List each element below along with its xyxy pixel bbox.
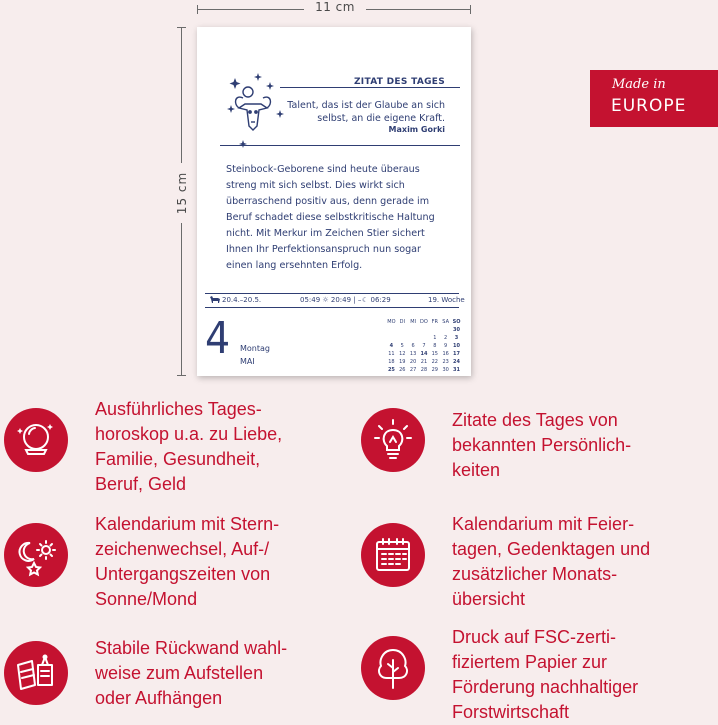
mini-calendar-day: 20: [409, 359, 417, 365]
mini-calendar-day: 12: [399, 351, 406, 357]
mini-calendar-day: 5: [400, 343, 404, 349]
mini-calendar-day: 30: [442, 367, 449, 373]
mini-calendar-day: [408, 326, 419, 334]
moon-sun-star-icon: [4, 523, 68, 587]
mini-calendar-day: 3: [454, 335, 459, 341]
mini-calendar-day: 31: [453, 367, 461, 373]
mini-calendar-row: [386, 366, 462, 374]
width-dimension-label: 11 cm: [304, 0, 366, 14]
mini-calendar-day: 18: [388, 359, 395, 365]
mini-calendar-day: 19: [399, 359, 406, 365]
quote-author: Maxim Gorki: [388, 125, 445, 134]
mini-calendar-day: 1: [433, 335, 437, 341]
feature-calendar-holidays-text: Kalendarium mit Feier- tagen, Gedenktagen und zusätzlicher Monats- übersicht: [452, 514, 651, 609]
mini-calendar-day: [386, 334, 397, 342]
mini-calendar-day: 25: [387, 367, 395, 373]
badge-region: EUROPE: [611, 96, 687, 116]
crystal-ball-icon: [4, 408, 68, 472]
quote-text: Talent, das ist der Glaube an sich selbst, an die eigene Kraft.: [287, 100, 445, 124]
capricorn-ibex-icon: [225, 70, 285, 150]
info-rule-top: [205, 293, 459, 294]
mini-calendar-day: 16: [442, 351, 449, 357]
horoscope-text: Steinbock-Geborene sind heute überaus streng mit sich selbst. Dies wirkt sich überraschend positiv aus, denn gerade im Beruf schadet diese selbstkritische Haltung nicht. Mit Merkur im Zeichen Stier sichert Ihnen Ihr Perfektionsanspruch nun sogar einen lang ersehnten Erfolg.: [226, 164, 435, 271]
lightbulb-icon: [361, 408, 425, 472]
mini-calendar-day: 23: [442, 359, 449, 365]
mini-calendar-head: DO: [420, 319, 428, 325]
mini-calendar-row: [386, 334, 462, 342]
sun-times: 05:49 ☼ 20:49 | –: [300, 296, 362, 304]
mini-calendar-head: DI: [399, 319, 405, 325]
mini-calendar-day: 30: [453, 327, 461, 333]
badge-made-in: Made in: [612, 77, 666, 92]
feature-backboard-text: Stabile Rückwand wahl- weise zum Aufstellen oder Aufhängen: [95, 638, 288, 708]
mini-calendar-day: [386, 326, 397, 334]
info-rule-bottom: [205, 307, 459, 308]
quote-title: ZITAT DES TAGES: [353, 77, 445, 87]
mini-calendar-head: SO: [452, 319, 461, 325]
feature-quotes-text: Zitate des Tages von bekannten Persönlich- keiten: [452, 410, 632, 480]
mini-calendar-day: 29: [431, 367, 438, 373]
mini-calendar-day: 9: [444, 343, 448, 349]
mini-calendar-row: [386, 350, 462, 358]
zodiac-range: 20.4.–20.5.: [222, 296, 262, 304]
mini-calendar-day: 22: [431, 359, 438, 365]
mini-calendar-day: 27: [409, 367, 417, 373]
mini-calendar-day: 24: [453, 359, 461, 365]
feature-calendar-astro-text: Kalendarium mit Stern- zeichenwechsel, Auf-/ Untergangszeiten von Sonne/Mond: [95, 514, 280, 609]
mini-calendar-day: [397, 334, 408, 342]
mini-calendar-header: [386, 318, 462, 326]
mini-calendar-row: [386, 326, 462, 334]
mini-calendar-day: 26: [399, 367, 406, 373]
quote-rule: [280, 87, 460, 88]
feature-fsc-paper-text: Druck auf FSC-zerti- fiziertem Papier zur Förderung nachhaltiger Forstwirtschaft: [452, 627, 639, 722]
weekday-label: Montag: [240, 344, 270, 353]
mini-calendar-row: [386, 342, 462, 350]
calendar-icon: [361, 523, 425, 587]
month-label: MAI: [240, 357, 255, 366]
mini-calendar-day: [440, 326, 451, 334]
mini-calendar-day: 15: [431, 351, 438, 357]
day-number: 4: [205, 313, 231, 364]
backboard-icon: [4, 641, 68, 705]
mini-calendar-day: [397, 326, 408, 334]
mini-calendar-day: 21: [420, 359, 428, 365]
week-number: 19. Woche: [428, 296, 465, 304]
made-in-europe-badge: [590, 70, 718, 127]
mini-calendar-head: FR: [431, 319, 438, 325]
mini-calendar-day: 2: [444, 335, 448, 341]
mini-calendar-day: 7: [422, 343, 426, 349]
mini-calendar-day: 28: [420, 367, 428, 373]
mini-calendar-day: 8: [433, 343, 437, 349]
mini-calendar-day: [429, 326, 440, 334]
mini-calendar-head: SA: [442, 319, 449, 325]
height-dimension-label: 15 cm: [175, 163, 189, 223]
mini-calendar-day: [419, 334, 430, 342]
mini-calendar-head: MO: [387, 319, 396, 325]
moon-time: ☾ 06:29: [362, 296, 391, 304]
mini-calendar-day: 10: [453, 343, 461, 349]
mini-calendar-day: 11: [388, 351, 395, 357]
mini-calendar-day: [419, 326, 430, 334]
tree-icon: [361, 636, 425, 700]
mini-month-calendar: [386, 318, 462, 374]
mini-calendar-day: 6: [411, 343, 415, 349]
quote-divider: [220, 145, 460, 146]
taurus-bull-icon: [210, 296, 220, 303]
mini-calendar-day: 17: [453, 351, 461, 357]
feature-horoscope-text: Ausführliches Tages- horoskop u.a. zu Liebe, Familie, Gesundheit, Beruf, Geld: [95, 399, 283, 494]
mini-calendar-day-today: 4: [389, 343, 394, 349]
mini-calendar-head: MI: [410, 319, 416, 325]
mini-calendar-day: 14: [420, 351, 428, 357]
mini-calendar-row: [386, 358, 462, 366]
mini-calendar-day: 13: [409, 351, 417, 357]
mini-calendar-day: [408, 334, 419, 342]
